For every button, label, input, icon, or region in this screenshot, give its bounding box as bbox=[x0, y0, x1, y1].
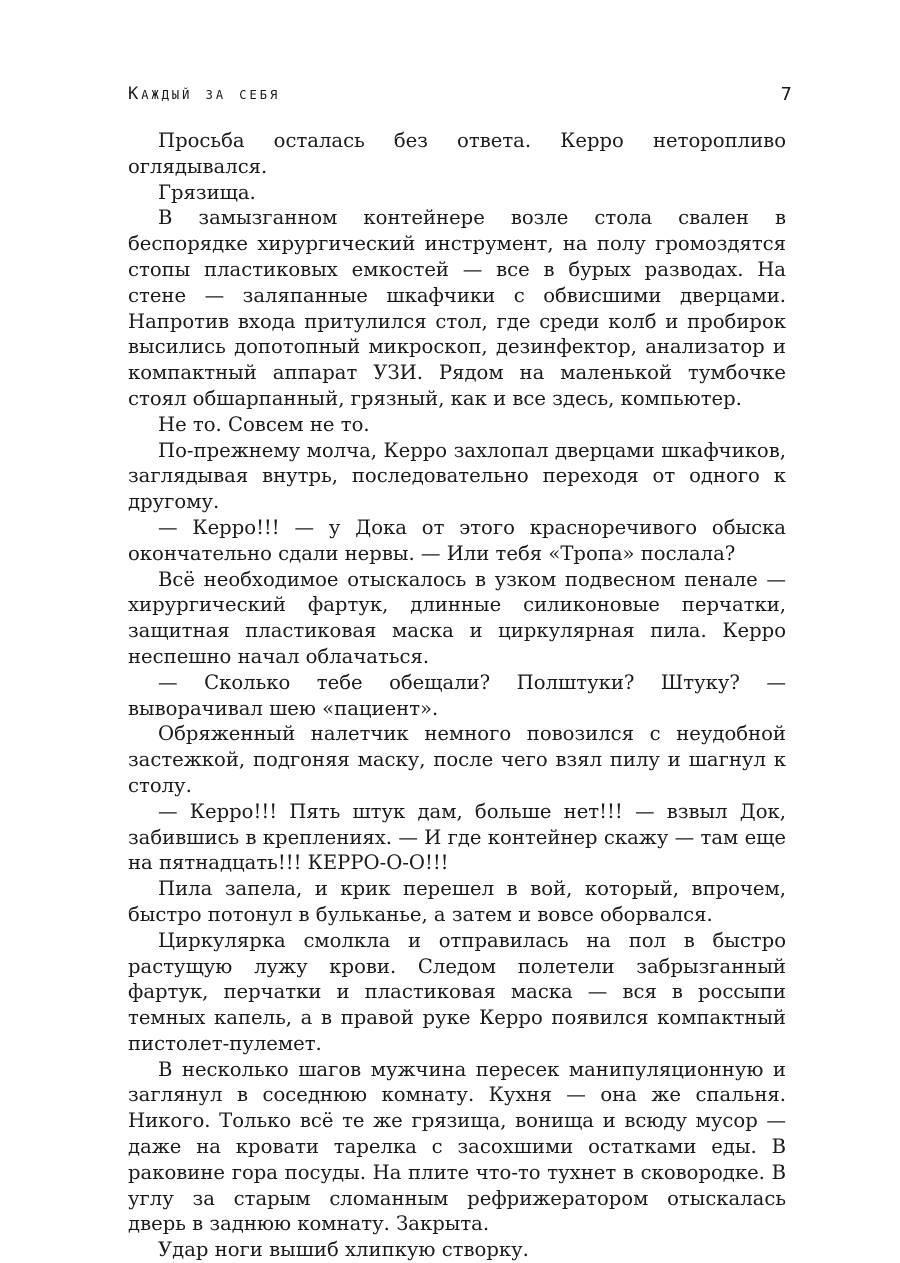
paragraph: — Керро!!! Пять штук дам, больше нет!!! — взвыл Док, забившись в креплениях. — И где контейнер скажу — там еще на пятнадцать!!! КЕРРО-О-О!!! bbox=[128, 799, 786, 875]
paragraph: Всё необходимое отыскалось в узком подвесном пенале — хирургический фартук, длинные силиконовые перчатки, защитная пластиковая маска и циркулярная пила. Керро неспешно начал облачаться. bbox=[128, 567, 786, 668]
paragraph: Обряженный налетчик немного повозился с неудобной застежкой, подгоняя маску, после чего взял пилу и шагнул к столу. bbox=[128, 722, 786, 797]
paragraph: В несколько шагов мужчина пересек манипуляционную и заглянул в соседнюю комнату. Кухня — она же спальня. Никого. Только всё те же грязища, вонища и всюду мусор — даже на кровати тарелка с засохшими остатками еды. В раковине гора посуды. На плите что-то тухнет в сковородке. В углу за старым сломанным рефрижератором отыскалась дверь в заднюю комнату. Закрыта. bbox=[128, 1057, 786, 1236]
running-title: Каждый за себя bbox=[128, 84, 281, 104]
paragraph: Просьба осталась без ответа. Керро неторопливо оглядывался. bbox=[128, 129, 786, 178]
page-number: 7 bbox=[780, 84, 792, 105]
paragraph: Удар ноги вышиб хлипкую створку. bbox=[158, 1238, 529, 1262]
body-text bbox=[128, 128, 786, 1263]
paragraph: По-прежнему молча, Керро захлопал дверцами шкафчиков, заглядывая внутрь, последовательно переходя от одного к другому. bbox=[128, 438, 786, 514]
paragraph: Грязища. bbox=[158, 180, 256, 204]
paragraph: — Сколько тебе обещали? Полштуки? Штуку? — выворачивал шею «пациент». bbox=[128, 670, 786, 720]
paragraph: Циркулярка смолкла и отправилась на пол в быстро растущую лужу крови. Следом полетели забрызганный фартук, перчатки и пластиковая маска — вся в россыпи темных капель, а в правой руке Керро появился компактный пистолет-пулемет. bbox=[128, 928, 786, 1055]
paragraph: — Керро!!! — у Дока от этого красноречивого обыска окончательно сдали нервы. — Или тебя «Тропа» послала? bbox=[128, 515, 786, 565]
paragraph: В замызганном контейнере возле стола свален в беспорядке хирургический инструмент, на полу громоздятся стопы пластиковых емкостей — все в бурых разводах. На стене — заляпанные шкафчики с обвисшими дверцами. Напротив входа притулился стол, где среди колб и пробирок высились допотопный микроскоп, дезинфектор, анализатор и компактный аппарат УЗИ. Рядом на маленькой тумбочке стоял обшарпанный, грязный, как и все здесь, компьютер. bbox=[128, 206, 786, 410]
paragraph: Пила запела, и крик перешел в вой, который, впрочем, быстро потонул в бульканье, а затем и вовсе оборвался. bbox=[128, 877, 786, 926]
paragraph: Не то. Совсем не то. bbox=[158, 412, 370, 436]
